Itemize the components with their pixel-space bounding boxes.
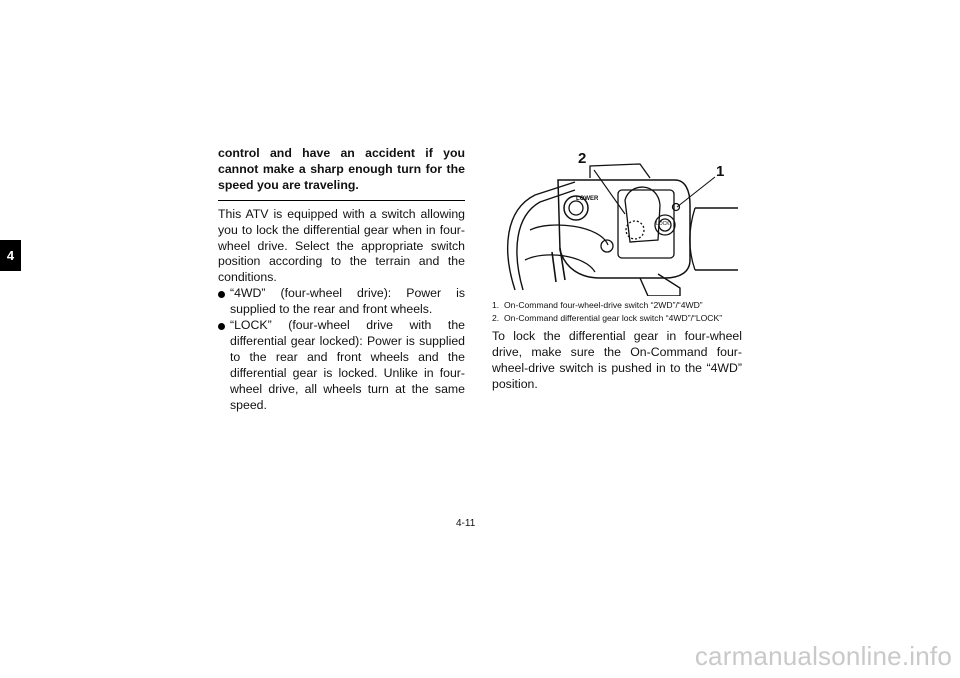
chapter-tab: 4 [0,240,21,271]
watermark: carmanualsonline.info [694,641,952,671]
warning-text-end: control and have an accident if you cannot make a sharp enough turn for the speed you are traveling. [218,146,465,201]
figure-captions [492,299,752,325]
right-paragraph: To lock the differential gear in four-wheel drive, make sure the On-Command four-wheel-drive switch is pushed in to the “4WD” position. [492,329,742,391]
handlebar-switch-illustration [490,150,740,296]
list-item: “4WD” (four-wheel drive): Power is supplied to the rear and front wheels. [218,286,465,318]
bullet-icon [218,323,225,330]
callout-2: 2 [578,150,587,167]
left-column [218,146,465,414]
mode-list [218,286,465,413]
list-item: “LOCK” (four-wheel drive with the differential gear locked): Power is supplied to the rear and front wheels and the differential gear is locked. Unlike in four-wheel drive, all wheels turn at the same speed. [218,318,465,413]
page-number: 4-11 [456,518,476,529]
lock-label: LOCK [656,221,670,227]
caption-1: 1. On-Command four-wheel-drive switch “2WD”/“4WD” [492,300,703,310]
lower-label: LOWER [576,196,599,202]
intro-paragraph: This ATV is equipped with a switch allowing you to lock the differential gear when in four-wheel drive. Select the appropriate switch position according to the terrain and the conditions. [218,206,465,285]
caption-2: 2. On-Command differential gear lock switch “4WD”/“LOCK” [492,313,723,323]
callout-1: 1 [716,163,725,180]
bullet-icon [218,291,225,298]
